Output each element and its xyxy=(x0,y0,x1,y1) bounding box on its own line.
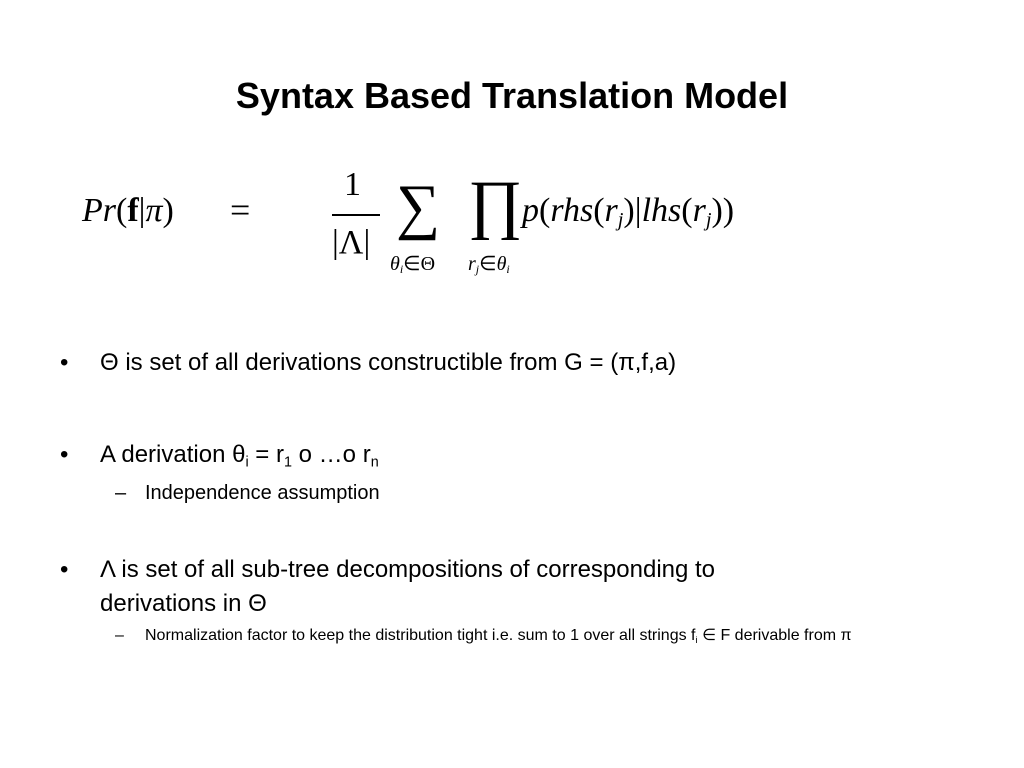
subbullet-normalization xyxy=(115,624,975,653)
bullet-text-line2: derivations in Θ xyxy=(100,590,267,617)
formula-lhs: Pr(f|π) xyxy=(82,192,174,229)
slide-title: Syntax Based Translation Model xyxy=(235,75,789,116)
formula-equals: = xyxy=(230,190,251,230)
bullet-text-line1: Λ is set of all sub-tree decompositions of corresponding to xyxy=(100,556,716,583)
subbullet-text: Independence assumption xyxy=(145,482,380,504)
bullet-theta xyxy=(60,346,677,380)
subbullet-marker: – xyxy=(115,627,124,644)
subbullet-text-part: ∈ F derivable from π xyxy=(697,627,852,644)
bullet-text-part: = r xyxy=(248,441,284,468)
product-symbol: ∏ xyxy=(468,168,523,241)
formula-rhs: $p(rhs(r_j)|lhs(r_j))$ xyxy=(522,192,735,232)
probability-formula xyxy=(82,168,742,288)
subbullet-text-part: Normalization factor to keep the distribution tight i.e. sum to 1 over all strings f xyxy=(145,627,696,644)
bullet-text-part: o …o r xyxy=(292,441,371,468)
summation-symbol: ∑ xyxy=(396,173,441,241)
fraction-bar xyxy=(332,214,380,216)
subbullet-independence xyxy=(115,480,380,506)
bullet-marker: • xyxy=(60,441,69,468)
bullet-lambda xyxy=(60,553,716,621)
summation-subscript: $\theta_i\in\Theta$ xyxy=(390,253,436,276)
subscript: i xyxy=(695,634,698,646)
bullet-marker: • xyxy=(60,556,69,583)
bullet-derivation xyxy=(60,438,379,479)
subscript: 1 xyxy=(283,454,292,471)
bullet-text: Θ is set of all derivations constructible from G = (π,f,a) xyxy=(100,349,677,376)
product-subscript: $r_j\in\theta_i$ xyxy=(468,253,510,276)
subbullet-marker: – xyxy=(115,482,127,504)
bullet-marker: • xyxy=(60,349,69,376)
formula-numerator: 1 xyxy=(344,166,361,203)
subscript: n xyxy=(370,454,379,471)
bullet-text-part: A derivation θ xyxy=(100,441,246,468)
formula-denominator: |Λ| xyxy=(332,224,371,261)
subscript: i xyxy=(245,454,249,471)
